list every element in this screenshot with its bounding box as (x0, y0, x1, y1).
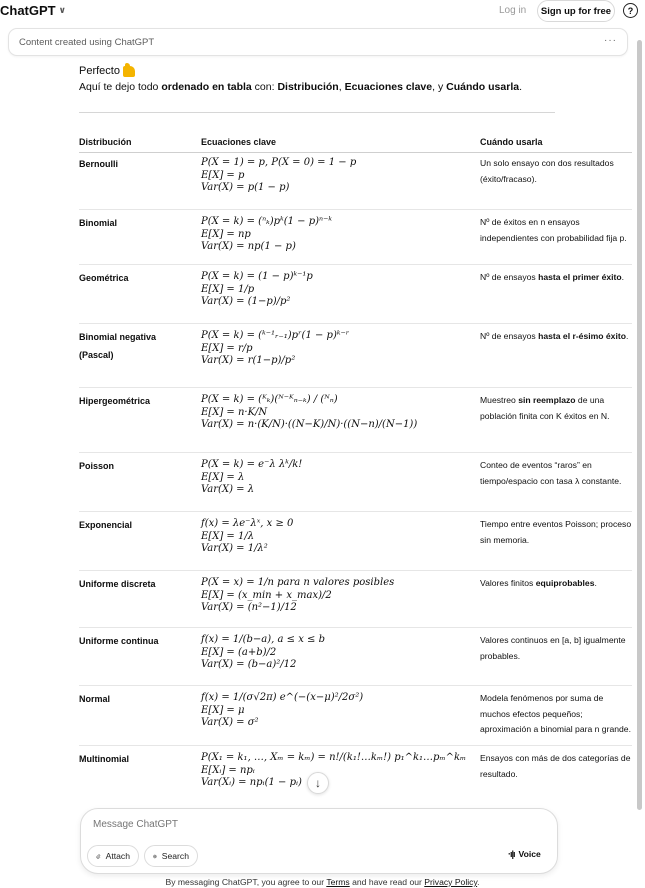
chevron-down-icon: ∨ (58, 5, 66, 15)
intro-bold-1: ordenado en tabla (161, 81, 252, 93)
equation: P(X = k) = (ᴷₖ)(ᴺ⁻ᴷₙ₋ₖ) / (ᴺₙ) (201, 394, 338, 405)
row-divider (79, 387, 632, 388)
key-equations (201, 692, 363, 730)
row-divider (79, 570, 632, 571)
attach-label: Attach (105, 851, 130, 861)
intro-sep-2: , y (432, 81, 447, 93)
equation: E[X] = 1/p (201, 283, 255, 295)
equation: P(X = k) = (ᵏ⁻¹ᵣ₋₁)pʳ(1 − p)ᵏ⁻ʳ (201, 330, 350, 341)
search-label: Search (161, 851, 189, 861)
when-to-use: Valores continuos en [a, b] igualmente probables. (480, 635, 626, 661)
voice-label: Voice (518, 849, 541, 859)
distribution-name (79, 457, 114, 475)
equation: Var(X) = (b−a)²/12 (201, 659, 297, 670)
distribution-name (79, 690, 110, 708)
equation: E[X] = n·K/N (201, 406, 268, 418)
key-equations (201, 459, 302, 497)
key-equations (201, 271, 313, 309)
divider (79, 112, 555, 113)
equation: Var(X) = (n²−1)/12 (201, 602, 297, 613)
thumbs-up-icon (123, 66, 135, 77)
equation: Var(X) = n·(K/N)·((N−K)/N)·((N−n)/(N−1)) (201, 419, 418, 430)
paperclip-icon (96, 851, 101, 862)
when-to-use: Tiempo entre eventos Poisson; proceso sin memoria. (480, 519, 632, 545)
equation: Var(X) = r(1−p)/p² (201, 355, 296, 366)
message-input[interactable] (93, 819, 533, 830)
equation: E[X] = 1/λ (201, 530, 255, 542)
equation: E[X] = (x_min + x_max)/2 (201, 589, 332, 601)
row-divider (79, 685, 632, 686)
footer-prefix: By messaging ChatGPT, you agree to our (165, 877, 327, 887)
distribution-name (79, 269, 129, 287)
row-divider (79, 511, 632, 512)
footer-disclaimer (0, 877, 645, 887)
intro-sep-1: , (338, 81, 345, 93)
distribution-name-line: Poisson (79, 461, 115, 471)
distribution-name-line: Uniforme discreta (79, 579, 156, 589)
distribution-name-line: Binomial negativa (79, 332, 157, 342)
when-to-use: Un solo ensayo con dos resultados (éxito/fracaso). (480, 158, 614, 184)
footer-end: . (477, 877, 480, 887)
header-distribucion: Distribución (79, 137, 132, 147)
distribution-name (79, 214, 117, 232)
equation: f(x) = λe⁻λˣ, x ≥ 0 (201, 518, 294, 529)
equation: Var(X) = np(1 − p) (201, 241, 296, 252)
distribution-name (79, 392, 150, 410)
voice-button[interactable] (508, 849, 541, 859)
equation: E[X] = r/p (201, 342, 253, 354)
row-divider (79, 452, 632, 453)
intro-text: Perfecto (79, 65, 120, 77)
row-divider (79, 264, 632, 265)
footer-mid: and have read our (349, 877, 425, 887)
intro-bold-3: Ecuaciones clave (344, 81, 433, 93)
top-bar (0, 0, 645, 24)
login-button[interactable]: Log in (499, 5, 527, 16)
when-to-use: Ensayos con más de dos categorías de resultado. (480, 753, 631, 779)
distribution-name-line: Hipergeométrica (79, 396, 151, 406)
intro-line-2 (79, 81, 522, 93)
arrow-down-icon: ↓ (315, 776, 321, 790)
when-to-use: Conteo de eventos “raros” en tiempo/espacio con tasa λ constante. (480, 460, 622, 486)
header-divider (79, 152, 632, 153)
distribution-name-line: Uniforme continua (79, 636, 159, 646)
when-to-use: Modela fenómenos por suma de muchos efectos pequeños; aproximación a binomial para n grande. (480, 693, 631, 734)
distribution-name-line: Binomial (79, 218, 118, 228)
distribution-name-line: Multinomial (79, 754, 129, 764)
voice-waveform-icon: ·ı|ı (508, 849, 515, 859)
key-equations (201, 634, 325, 672)
key-equations (201, 752, 466, 790)
scrollbar[interactable] (637, 40, 642, 810)
header-ecuaciones: Ecuaciones clave (201, 137, 277, 147)
privacy-link[interactable]: Privacy Policy (424, 877, 478, 887)
distribution-name (79, 575, 156, 593)
banner-text: Content created using ChatGPT (19, 37, 155, 48)
row-divider (79, 745, 632, 746)
equation: P(X = x) = 1/n para n valores posibles (201, 577, 395, 588)
equation: E[X] = (a+b)/2 (201, 646, 277, 658)
key-equations (201, 518, 293, 556)
message-composer (80, 808, 558, 874)
distribution-name (79, 516, 132, 534)
attach-button[interactable] (87, 845, 139, 867)
distribution-name (79, 632, 159, 650)
row-divider (79, 209, 632, 210)
distribution-name (79, 750, 129, 768)
equation: Var(X) = (1−p)/p² (201, 296, 291, 307)
terms-link[interactable]: Terms (326, 877, 350, 887)
key-equations (201, 330, 349, 368)
equation: P(X = k) = (ⁿₖ)pᵏ(1 − p)ⁿ⁻ᵏ (201, 216, 333, 227)
intro-line-1 (79, 65, 135, 77)
distribution-name (79, 328, 156, 364)
distribution-name-line: Geométrica (79, 273, 129, 283)
row-divider (79, 627, 632, 628)
intro-prefix: Aquí te dejo todo (79, 81, 162, 93)
search-button[interactable] (144, 845, 198, 867)
distribution-name (79, 155, 118, 173)
intro-end: . (519, 81, 522, 93)
globe-icon (153, 851, 157, 862)
key-equations (201, 216, 332, 254)
equation: Var(X) = σ² (201, 717, 259, 728)
key-equations (201, 394, 417, 432)
help-icon[interactable]: ? (623, 3, 638, 18)
when-to-use: Nº de ensayos hasta el r-ésimo éxito. (480, 331, 629, 341)
equation: Var(X) = λ (201, 484, 255, 495)
equation: E[Xᵢ] = npᵢ (201, 764, 255, 776)
key-equations (201, 577, 394, 615)
row-divider (79, 323, 632, 324)
more-options-icon[interactable]: ··· (604, 35, 617, 46)
equation: Var(X) = p(1 − p) (201, 182, 290, 193)
when-to-use: Valores finitos equiprobables. (480, 578, 597, 588)
scroll-down-button[interactable] (307, 772, 329, 794)
equation: E[X] = μ (201, 704, 245, 716)
equation: f(x) = 1/(b−a), a ≤ x ≤ b (201, 634, 325, 645)
equation: Var(X) = 1/λ² (201, 543, 268, 554)
equation: Var(Xᵢ) = npᵢ(1 − pᵢ) (201, 777, 302, 788)
distribution-name-line: Bernoulli (79, 159, 119, 169)
when-to-use: Nº de éxitos en n ensayos independientes con probabilidad fija p. (480, 217, 627, 243)
equation: E[X] = λ (201, 471, 245, 483)
when-to-use: Nº de ensayos hasta el primer éxito. (480, 272, 625, 282)
equation: P(X = k) = (1 − p)ᵏ⁻¹p (201, 271, 313, 282)
intro-mid: con: (251, 81, 278, 93)
equation: P(X = 1) = p, P(X = 0) = 1 − p (201, 157, 357, 168)
intro-bold-2: Distribución (277, 81, 339, 93)
signup-button[interactable]: Sign up for free (537, 0, 615, 22)
distribution-name-line: (Pascal) (79, 350, 114, 360)
key-equations (201, 157, 356, 195)
intro-bold-4: Cuándo usarla (446, 81, 520, 93)
brand-name: ChatGPT (0, 3, 56, 18)
header-cuando: Cuándo usarla (480, 137, 543, 147)
equation: E[X] = p (201, 169, 245, 181)
when-to-use: Muestreo sin reemplazo de una población finita con K éxitos en N. (480, 395, 610, 421)
equation: f(x) = 1/(σ√2π) e^(−(x−μ)²/2σ²) (201, 692, 364, 703)
equation: E[X] = np (201, 228, 251, 240)
equation: P(X₁ = k₁, …, Xₘ = kₘ) = n!/(k₁!…kₘ!) p₁^k₁…pₘ^kₘ (201, 752, 467, 763)
model-switcher[interactable] (0, 3, 66, 18)
distribution-name-line: Normal (79, 694, 111, 704)
shared-content-banner (8, 28, 628, 56)
equation: P(X = k) = e⁻λ λᵏ/k! (201, 459, 303, 470)
distribution-name-line: Exponencial (79, 520, 133, 530)
